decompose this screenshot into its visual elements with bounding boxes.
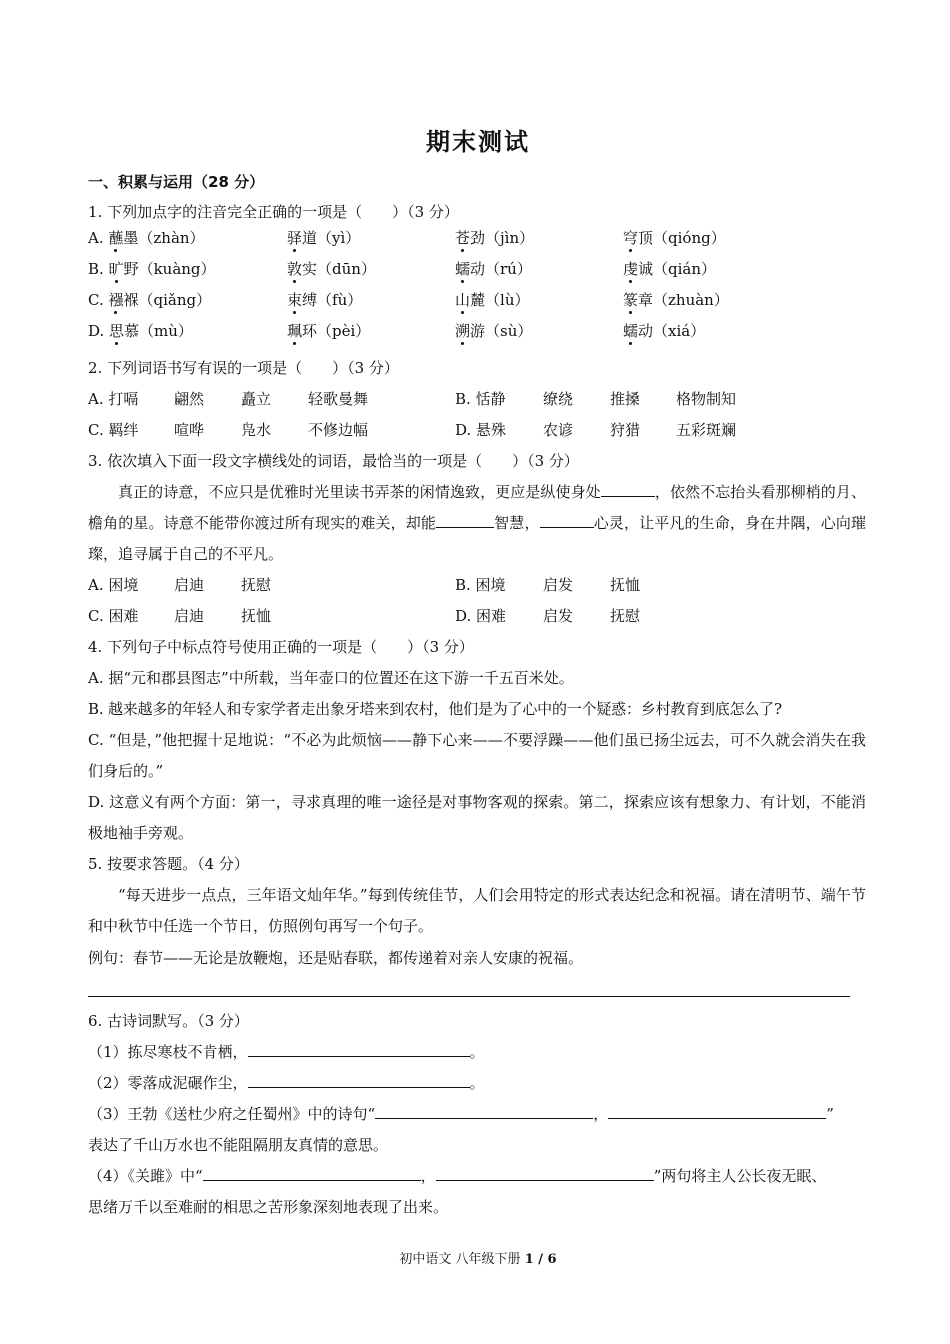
question-6-item-1: （1）拣尽寒枝不肯栖， 。	[88, 1043, 485, 1061]
question-6-stem: 6. 古诗词默写。（3 分）	[88, 1012, 249, 1030]
section-heading: 一、积累与运用（28 分）	[88, 173, 265, 191]
q1-option-a-4: 穹顶（qióng）	[623, 229, 726, 247]
q1-option-c-1: C. 襁褓（qiǎng）	[88, 291, 212, 309]
page-footer: 初中语文 八年级下册 1 / 6	[399, 1252, 557, 1267]
question-3-passage: 真正的诗意，不应只是优雅时光里读书弄茶的闲情逸致，更应是纵使身处 ，依然不忘抬头看那柳梢的月、檐角的星。诗意不能带你渡过所有现实的难关，却能 智慧， 心灵，让平凡的生命，身在井隅，心向璀璨，追寻属于自己的不平凡。	[88, 483, 866, 563]
question-6-item-2: （2）零落成泥碾作尘， 。	[88, 1074, 485, 1092]
question-2-stem: 2. 下列词语书写有误的一项是（ ）（3 分）	[88, 359, 399, 377]
q1-option-d-4: 蠕动（xiá）	[623, 322, 706, 340]
q1-option-c-4: 篆章（zhuàn）	[623, 291, 729, 309]
fill-blank[interactable]	[248, 1042, 470, 1057]
page-number: 1 / 6	[524, 1252, 557, 1267]
fill-blank[interactable]	[203, 1166, 421, 1181]
q1-option-b-3: 蠕动（rú）	[455, 260, 532, 278]
fill-blank[interactable]	[436, 1166, 654, 1181]
q1-option-b-4: 虔诚（qián）	[623, 260, 717, 278]
q1-option-d-1: D. 思慕（mù）	[88, 322, 193, 340]
question-6-item-3: （3）王勃《送杜少府之任蜀州》中的诗句“ ， ”	[88, 1105, 834, 1123]
q1-option-d-2: 珮环（pèi）	[287, 322, 371, 340]
question-6-item-3-cont: 表达了千山万水也不能阻隔朋友真情的意思。	[88, 1136, 389, 1154]
question-4-option-a: A. 据“元和郡县图志”中所载，当年壶口的位置还在这下游一千五百米处。	[88, 669, 574, 687]
q1-option-c-3: 山麓（lù）	[455, 291, 530, 309]
q1-option-c-2: 束缚（fù）	[287, 291, 363, 309]
question-4-stem: 4. 下列句子中标点符号使用正确的一项是（ ）（3 分）	[88, 638, 474, 656]
question-1-stem: 1. 下列加点字的注音完全正确的一项是（ ）（3 分）	[88, 203, 459, 221]
question-5-stem: 5. 按要求答题。（4 分）	[88, 855, 249, 873]
fill-blank[interactable]	[540, 513, 594, 528]
question-4-option-d: D. 这意义有两个方面：第一，寻求真理的唯一途径是对事物客观的探索。第二，探索应该有想象力、有计划，不能消极地袖手旁观。	[88, 793, 866, 842]
q1-option-a-2: 驿道（yì）	[287, 229, 361, 247]
q1-option-a-1: A. 蘸墨（zhàn）	[88, 229, 205, 247]
question-4-option-b: B. 越来越多的年轻人和专家学者走出象牙塔来到农村，他们是为了心中的一个疑惑：乡村教育到底怎么了?	[88, 700, 782, 718]
question-5-prompt: “每天进步一点点，三年语文灿年华。”每到传统佳节，人们会用特定的形式表达纪念和祝福。请在清明节、端午节和中秋节中任选一个节日，仿照例句再写一个句子。	[88, 886, 866, 935]
question-5-example: 例句：春节——无论是放鞭炮，还是贴春联，都传递着对亲人安康的祝福。	[88, 949, 584, 967]
q1-option-b-2: 敦实（dūn）	[287, 260, 376, 278]
question-6-item-4-cont: 思绪万千以至难耐的相思之苦形象深刻地表现了出来。	[88, 1198, 449, 1216]
answer-line[interactable]	[88, 996, 850, 997]
question-6-item-4: （4）《关雎》中“ ， ”两句将主人公长夜无眠、	[88, 1167, 827, 1185]
fill-blank[interactable]	[608, 1104, 826, 1119]
question-4-option-c: C. “但是，”他把握十足地说：“不必为此烦恼——静下心来——不要浮躁——他们虽已扬尘远去，可不久就会消失在我们身后的。”	[88, 731, 866, 780]
fill-blank[interactable]	[436, 513, 494, 528]
fill-blank[interactable]	[601, 482, 655, 497]
page-title: 期末测试	[426, 128, 530, 156]
question-3-stem: 3. 依次填入下面一段文字横线处的词语，最恰当的一项是（ ）（3 分）	[88, 452, 579, 470]
fill-blank[interactable]	[375, 1104, 593, 1119]
q1-option-a-3: 苍劲（jìn）	[455, 229, 535, 247]
q1-option-b-1: B. 旷野（kuàng）	[88, 260, 216, 278]
fill-blank[interactable]	[248, 1073, 470, 1088]
q1-option-d-3: 溯游（sù）	[455, 322, 533, 340]
